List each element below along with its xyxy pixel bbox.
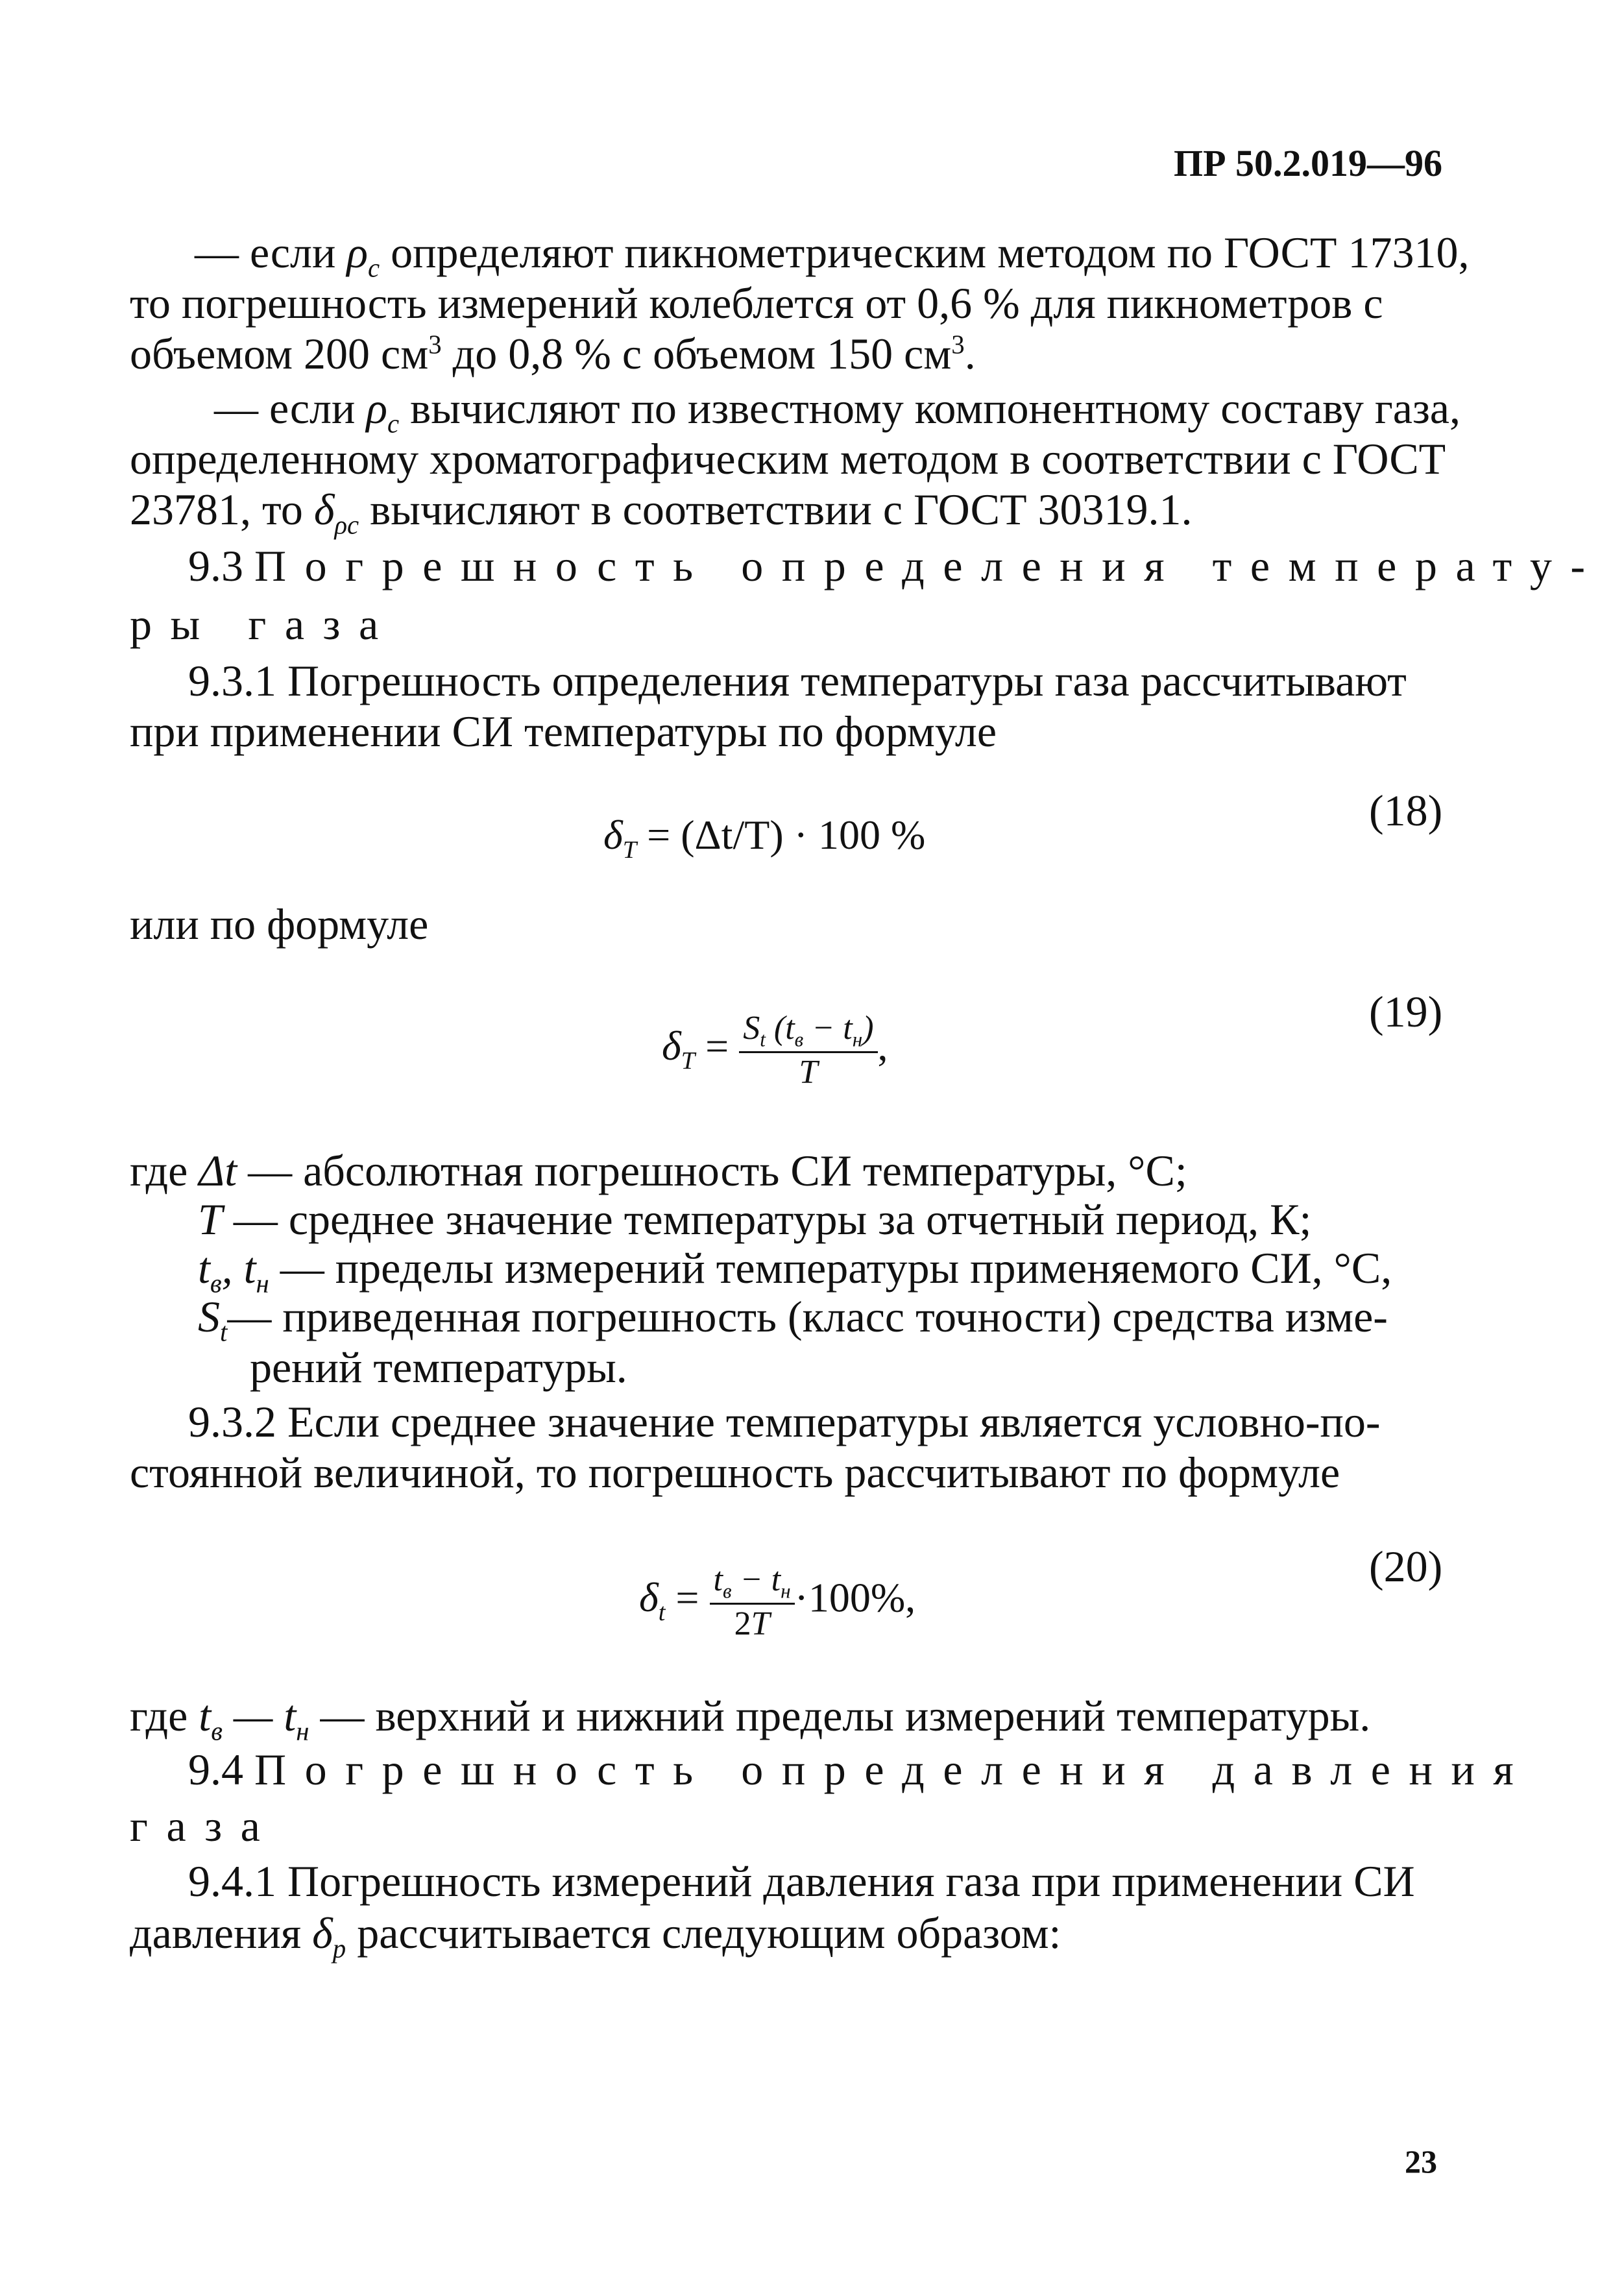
section-9-3-heading: 9.3 Погрешность определения температу- — [188, 541, 1604, 590]
where-line-T: T — среднее значение температуры за отчетный период, К; — [198, 1195, 1312, 1244]
s932-line1: 9.3.2 Если среднее значение температуры является условно-по- — [188, 1397, 1381, 1446]
page-number: 23 — [1405, 2143, 1437, 2180]
where-line-limits: где $t_в$ — $t_н$ — верхний и нижний пределы измерений температуры. — [130, 1691, 1371, 1746]
equation-number-18: (18) — [1369, 786, 1443, 835]
s931-line1: 9.3.1 Погрешность определения температуры газа рассчитывают — [188, 656, 1407, 705]
section-9-3-heading-cont: ры газа — [130, 600, 397, 649]
p1-line1: — если $\rho_с$ определяют пикнометрическим методом по ГОСТ 17310, — [195, 228, 1470, 283]
formula-19: $\delta_T$ = $\frac{S_t (t_в - t_н)}{T}$ , — [662, 1010, 888, 1091]
equation-number-20: (20) — [1369, 1542, 1443, 1591]
s941-line2: давления $\delta_p$ рассчитывается следующим образом: — [130, 1908, 1061, 1964]
section-9-4-heading: 9.4 Погрешность определения давления — [188, 1745, 1533, 1794]
where-line-delta-t: где Δt — абсолютная погрешность СИ температуры, °С; — [130, 1146, 1187, 1195]
formula-20: $\delta_t$ = $\frac{t_в - t_н}{2T}$ ·100%, — [639, 1561, 916, 1643]
p2-line2: определенному хроматографическим методом в соответствии с ГОСТ — [130, 434, 1446, 483]
p2-line1: — если $\rho_с$ вычисляют по известному компонентному составу газа, — [214, 383, 1460, 439]
s932-line2: стоянной величиной, то погрешность рассчитывают по формуле — [130, 1448, 1340, 1497]
where-line-St: $S_t—$ приведенная погрешность (класс точности) средства изме- — [198, 1292, 1388, 1347]
document-header: ПР 50.2.019—96 — [1173, 142, 1442, 184]
s941-line1: 9.4.1 Погрешность измерений давления газа при применении СИ — [188, 1856, 1415, 1906]
formula-18: $\delta_T = (\Delta t/T) \cdot 100$ % — [603, 812, 926, 864]
delta-rho-c-symbol: $\delta_{\rho с}$ — [313, 485, 359, 540]
s931-line2: при применении СИ температуры по формуле — [130, 707, 997, 756]
p1-line2: то погрешность измерений колеблется от 0,6 % для пикнометров с — [130, 278, 1383, 328]
p1-line3: объемом 200 $см^3$ до 0,8 % с объемом 150 $см^3$. — [130, 329, 976, 378]
where-line-St-cont: рений температуры. — [250, 1343, 627, 1392]
equation-number-19: (19) — [1369, 987, 1443, 1036]
where-line-tv-tn: $t_в$, $t_н$ — пределы измерений температуры применяемого СИ, °С, — [198, 1243, 1392, 1298]
rho-c-symbol: $\rho_с$ — [366, 383, 400, 439]
section-9-4-heading-cont: газа — [130, 1801, 279, 1851]
rho-c-symbol: $\rho_с$ — [346, 228, 380, 283]
p2-line3: 23781, то $\delta_{\rho с}$ вычисляют в соответствии с ГОСТ 30319.1. — [130, 485, 1193, 540]
or-by-formula-text: или по формуле — [130, 899, 429, 949]
